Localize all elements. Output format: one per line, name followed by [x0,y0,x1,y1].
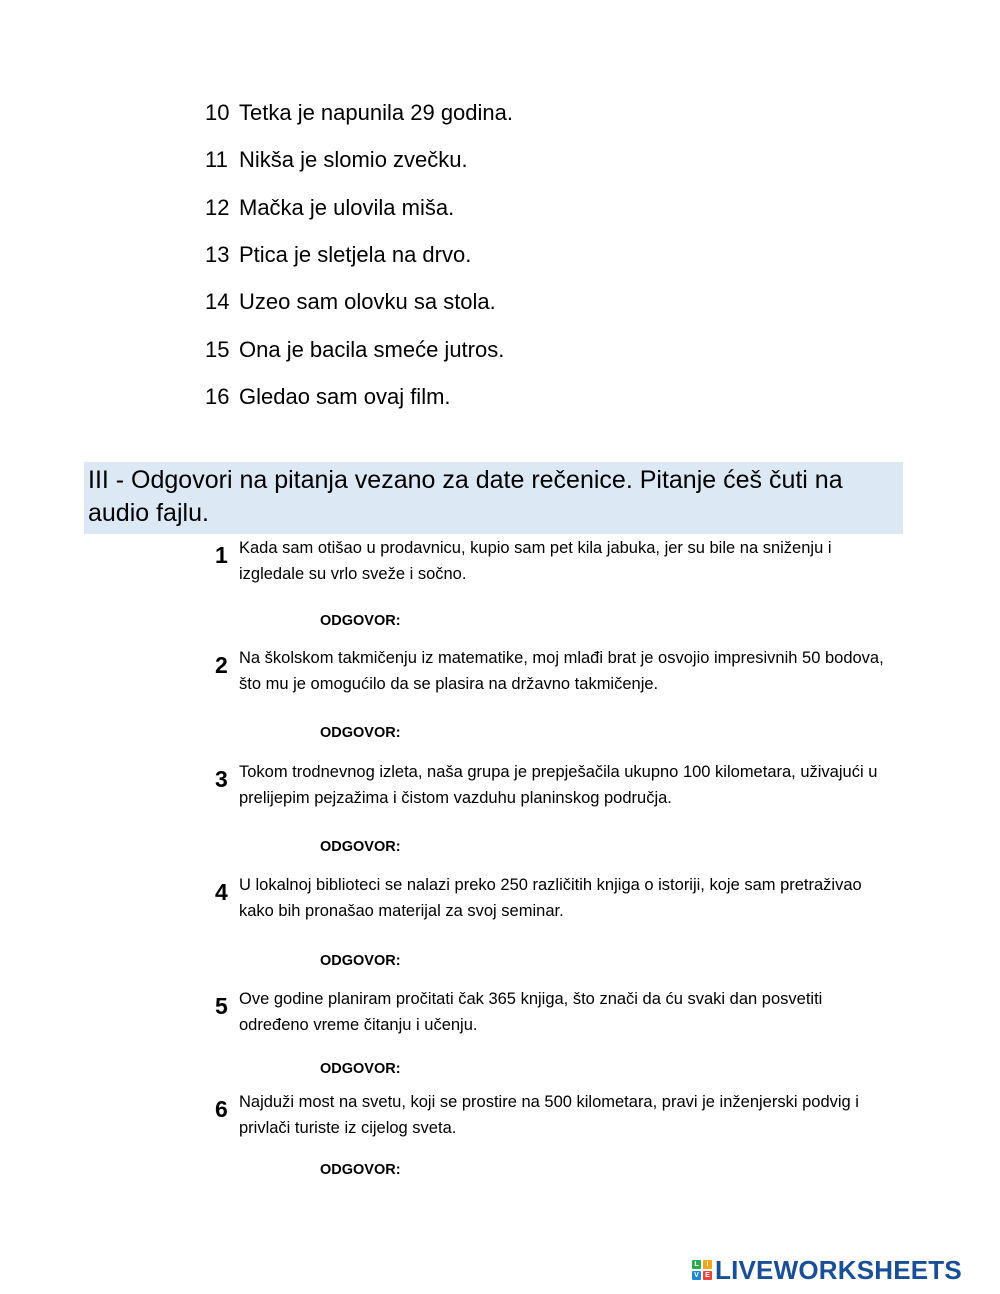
sentence-number: 12 [205,195,230,220]
question-text: Na školskom takmičenju iz matematike, moj mlađi brat je osvojio impresivnih 50 bodova, što mu je omogućilo da se plasira na državno takmičenje. [239,649,884,693]
question-text: Ove godine planiram pročitati čak 365 knjiga, što znači da ću svaki dan posvetiti određeno vreme čitanju i učenju. [239,990,823,1034]
question-number: 3 [215,766,228,792]
sentence-text: Uzeo sam olovku sa stola. [239,289,496,314]
answer-label: ODGOVOR: [320,1162,401,1178]
section-heading: III - Odgovori na pitanja vezano za date rečenice. Pitanje ćeš čuti na audio fajlu. [84,462,903,534]
sentence-text: Tetka je napunila 29 godina. [239,100,513,125]
sentence-number: 13 [205,242,230,267]
question-text: Kada sam otišao u prodavnicu, kupio sam pet kila jabuka, jer su bile na sniženju i izgledale su vrlo sveže i sočno. [239,539,832,583]
question-text: Tokom trodnevnog izleta, naša grupa je prepješačila ukupno 100 kilometara, uživajući u prelijepim pejzažima i čistom vazduhu planinskog područja. [239,763,878,807]
question-number: 2 [215,652,228,678]
sentence-text: Ona je bacila smeće jutros. [239,337,505,362]
sentence-item [205,195,454,221]
logo-text: LIVEWORKSHEETS [715,1255,962,1285]
sentence-item [205,147,468,173]
logo-mark-letter: V [692,1271,701,1280]
sentence-number: 16 [205,384,230,409]
question-number: 1 [215,542,228,568]
logo-mark-letter: E [703,1271,712,1280]
sentence-item [205,100,513,126]
answer-label: ODGOVOR: [320,839,401,855]
sentence-number: 11 [205,147,228,172]
answer-label: ODGOVOR: [320,1061,401,1077]
sentence-text: Gledao sam ovaj film. [239,384,451,409]
question-number: 4 [215,879,228,905]
sentence-item [205,384,451,410]
answer-label: ODGOVOR: [320,613,401,629]
sentence-item [205,289,496,315]
logo-mark-icon [692,1260,712,1280]
sentence-number: 14 [205,289,230,314]
question-number: 5 [215,993,228,1019]
answer-label: ODGOVOR: [320,725,401,741]
sentence-text: Mačka je ulovila miša. [239,195,455,220]
question-text: Najduži most na svetu, koji se prostire na 500 kilometara, pravi je inženjerski podvig i privlači turiste iz cijelog sveta. [239,1093,859,1137]
sentence-text: Nikša je slomio zvečku. [239,147,468,172]
question-text: U lokalnoj biblioteci se nalazi preko 250 različitih knjiga o istoriji, koje sam pretraživao kako bih pronašao materijal za svoj seminar. [239,876,862,920]
question-number: 6 [215,1096,228,1122]
sentence-item [205,242,471,268]
liveworksheets-logo [692,1256,962,1284]
logo-mark-letter: L [692,1260,701,1269]
sentence-item [205,337,504,363]
sentence-number: 10 [205,100,230,125]
logo-mark-letter: I [703,1260,712,1269]
answer-label: ODGOVOR: [320,953,401,969]
sentence-number: 15 [205,337,230,362]
sentence-text: Ptica je sletjela na drvo. [239,242,472,267]
